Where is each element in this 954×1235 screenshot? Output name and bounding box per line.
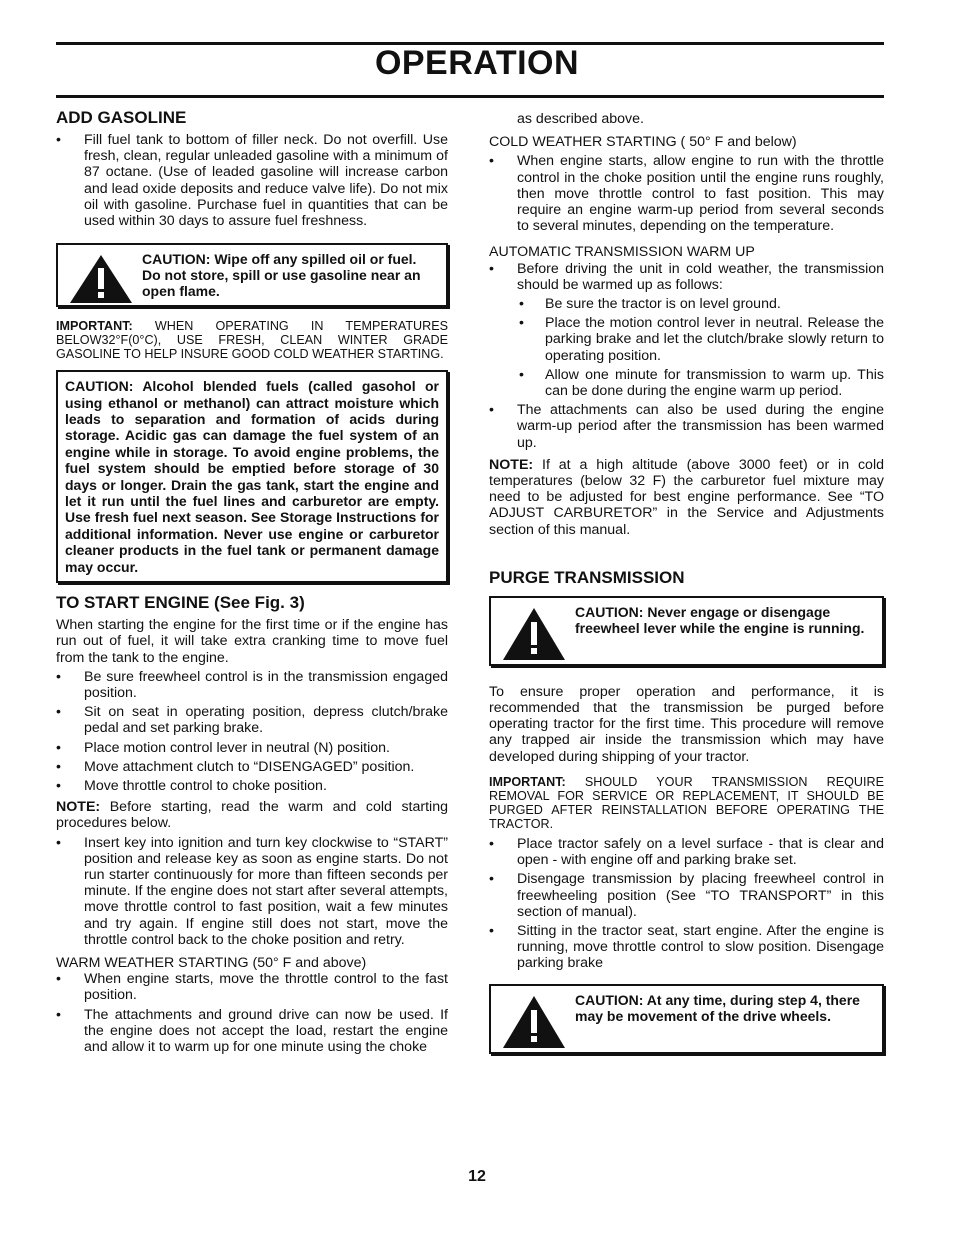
- list-item: • Before driving the unit in cold weather, the transmission should be warmed up as follows:: [489, 261, 884, 293]
- start-engine-heading: TO START ENGINE (See Fig. 3): [56, 593, 305, 613]
- page-title: OPERATION: [374, 44, 580, 82]
- important-text: WHEN OPERATING IN TEMPERATURES BELOW32°F(0°C), USE FRESH, CLEAN WINTER GRADE GASOLINE TO HELP INSURE GOOD COLD WEATHER STARTING.: [56, 319, 448, 362]
- caution-text: CAUTION: Wipe off any spilled oil or fuel. Do not store, spill or use gasoline near an open flame.: [142, 251, 421, 300]
- warm-weather-heading: WARM WEATHER STARTING (50° F and above): [56, 954, 367, 971]
- warning-icon: [66, 251, 136, 305]
- note-text: If at a high altitude (above 3000 feet) or in cold temperatures (below 32 F) the carburetor fuel mixture may need to be adjusted for best engine performance. See “TO ADJUST CARBURETOR” in the Service and Adjustments section of this manual.: [489, 456, 884, 538]
- caution-box-alcohol: CAUTION: Alcohol blended fuels (called gasohol or using ethanol or methanol) can attract moisture which leads to separation and formation of acids during storage. Acidic gas can damage the fuel system of an engine while in storage. To avoid engine problems, the fuel system should be emptied before storage of 30 days or longer. Drain the gas tank, start the engine and let it run until the fuel lines and carburetor are empty. Use fresh fuel next season. See Storage Instructions for additional information. Never use engine or carburetor cleaner products in the fuel tank or permanent damage may occur.: [56, 370, 448, 583]
- start-engine-list: [56, 669, 448, 794]
- auto-transmission-sublist: [489, 296, 884, 399]
- altitude-note: [489, 457, 884, 538]
- attachments-list: [489, 402, 884, 451]
- add-gasoline-heading: ADD GASOLINE: [56, 108, 187, 127]
- list-item: • Be sure the tractor is on level ground.: [489, 296, 884, 312]
- list-item: • Fill fuel tank to bottom of filler neck. Do not overfill. Use fresh, clean, regular unleaded gasoline with a minimum of 87 octane. (Use of leaded gasoline will increase carbon and lead oxide deposits and reduce valve life). Do not mix oil with gasoline. Purchase fuel in quantities that can be used within 30 days to assure fuel freshness.: [56, 132, 448, 229]
- note-text: Before starting, read the warm and cold starting procedures below.: [56, 799, 448, 832]
- note-label: NOTE:: [489, 456, 534, 473]
- purge-transmission-heading: PURGE TRANSMISSION: [489, 567, 685, 587]
- key-list: [56, 835, 448, 948]
- list-item: • The attachments and ground drive can now be used. If the engine does not accept the load, restart the engine and allow it to warm up for one minute using the choke: [56, 1007, 448, 1056]
- page-number: 12: [468, 1168, 486, 1185]
- important-label: IMPORTANT:: [56, 319, 133, 334]
- add-gasoline-list: [56, 132, 448, 229]
- list-item: • The attachments can also be used during the engine warm-up period after the transmission has been warmed up.: [489, 402, 884, 451]
- list-item: • When engine starts, move the throttle control to the fast position.: [56, 971, 448, 1003]
- list-item: • Disengage transmission by placing freewheel control in freewheeling position (See “TO TRANSPORT” in this section of manual).: [489, 871, 884, 920]
- caution-box-drive-wheels: [489, 984, 884, 1054]
- list-item: • Place tractor safely on a level surface - that is clear and open - with engine off and parking brake set.: [489, 836, 884, 868]
- purge-steps-list: [489, 836, 884, 972]
- list-item: • Sitting in the tractor seat, start engine. After the engine is running, move throttle control to slow position. Disengage parking brake: [489, 923, 884, 972]
- list-item: • When engine starts, allow engine to run with the throttle control in the choke position until the engine runs roughly, then move throttle control to fast position. This may require an engine warm-up period from several seconds to several minutes, depending on the temperature.: [489, 153, 884, 234]
- list-item: • Place motion control lever in neutral (N) position.: [56, 740, 448, 756]
- auto-transmission-list: [489, 261, 884, 293]
- important-purge-note: [489, 775, 884, 831]
- left-column: [56, 108, 448, 1058]
- caution-box-freewheel: [489, 596, 884, 666]
- important-winter-note: [56, 319, 448, 361]
- important-label: IMPORTANT:: [489, 774, 566, 789]
- start-engine-note: [56, 799, 448, 831]
- warning-icon: [499, 992, 569, 1050]
- caution-box-spill: [56, 243, 448, 307]
- title-underline: [56, 95, 884, 98]
- list-item: • Move attachment clutch to “DISENGAGED” position.: [56, 759, 448, 775]
- cold-weather-list: [489, 153, 884, 234]
- list-item: • Sit on seat in operating position, depress clutch/brake pedal and set parking brake.: [56, 704, 448, 736]
- continuation-text: as described above.: [517, 111, 644, 127]
- list-item: • Insert key into ignition and turn key clockwise to “START” position and release key as soon as engine starts. Do not run starter continuously for more than fifteen seconds per minute. If the engine does not start after several attempts, move throttle control to fast position, wait a few minutes and try again. If engine still does not start, move the throttle control back to the choke position and retry.: [56, 835, 448, 948]
- purge-intro: To ensure proper operation and performance, it is recommended that the transmission be purged before operating tractor for the first time. This procedure will remove any trapped air inside the transmission which may have developed during shipping of your tractor.: [489, 683, 884, 765]
- warm-weather-list: [56, 971, 448, 1055]
- warning-icon: [499, 604, 569, 662]
- cold-weather-heading: COLD WEATHER STARTING ( 50° F and below): [489, 134, 797, 151]
- caution-text: CAUTION: Never engage or disengage freewheel lever while the engine is running.: [575, 603, 865, 636]
- important-text: SHOULD YOUR TRANSMISSION REQUIRE REMOVAL FOR SERVICE OR REPLACEMENT, IT SHOULD BE PURGED AFTER REINSTALLATION BEFORE OPERATING THE TRACTOR.: [489, 774, 884, 831]
- list-item: • Move throttle control to choke position.: [56, 778, 448, 794]
- list-item: • Place the motion control lever in neutral. Release the parking brake and let the clutch/brake slowly return to operating position.: [489, 315, 884, 364]
- right-column: [489, 111, 884, 1054]
- start-engine-intro: When starting the engine for the first time or if the engine has run out of fuel, it will take extra cranking time to move fuel from the tank to the engine.: [56, 617, 448, 666]
- note-label: NOTE:: [56, 799, 101, 816]
- list-item: • Be sure freewheel control is in the transmission engaged position.: [56, 669, 448, 701]
- auto-transmission-heading: AUTOMATIC TRANSMISSION WARM UP: [489, 244, 755, 261]
- caution-text: CAUTION: At any time, during step 4, there may be movement of the drive wheels.: [575, 991, 860, 1024]
- list-item: • Allow one minute for transmission to warm up. This can be done during the engine warm up period.: [489, 367, 884, 399]
